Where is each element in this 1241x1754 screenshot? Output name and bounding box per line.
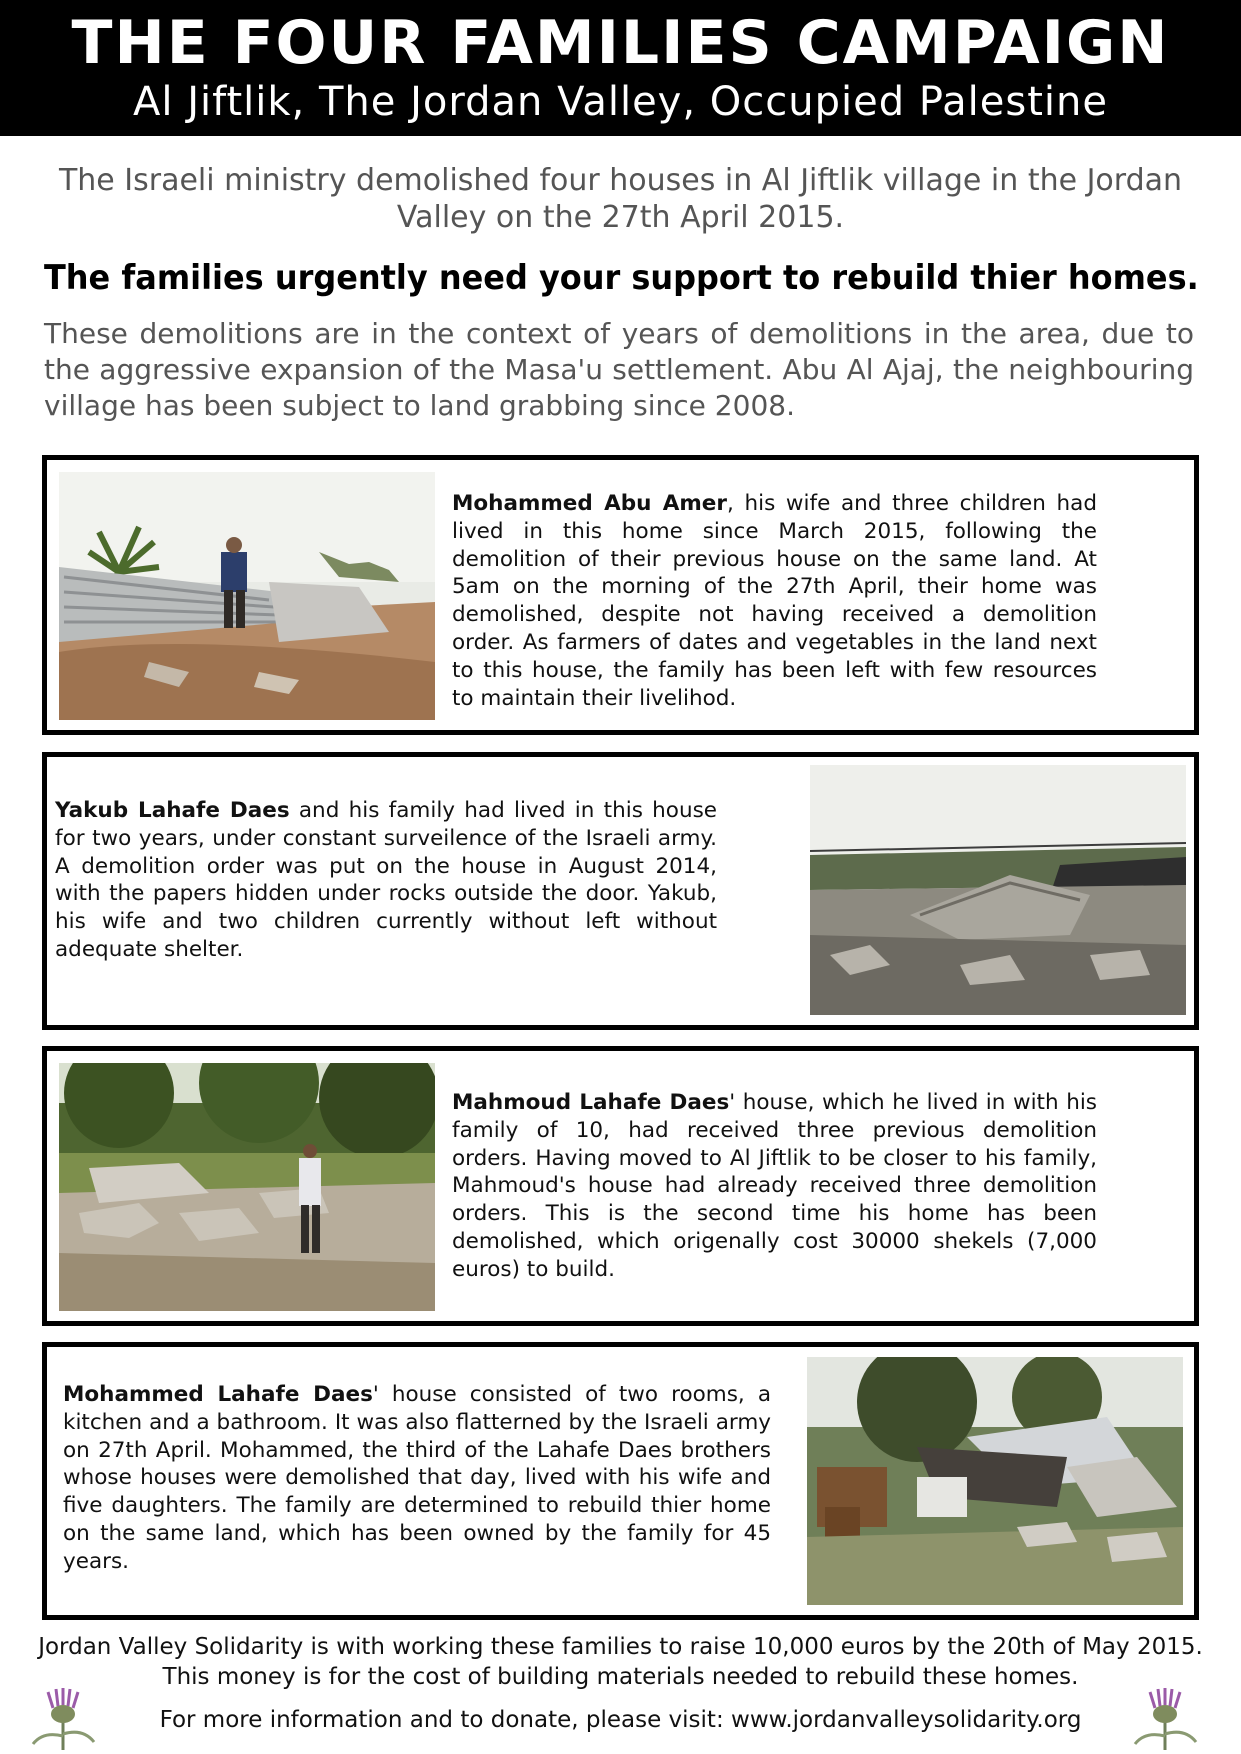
story-box-mahmoud-lahafe-daes [42, 1046, 1199, 1326]
context-paragraph: These demolitions are in the context of years of demolitions in the area, due to the aggressive expansion of the Masa'u settlement. Abu Al Ajaj, the neighbouring village has been subject to land grabbing since 2008. [44, 317, 1194, 422]
family-name: Mohammed Lahafe Daes [63, 1382, 373, 1407]
flattened-house-photo [807, 1357, 1183, 1605]
story-text [63, 1381, 771, 1576]
story-text [55, 797, 717, 964]
demolished-home-photo [59, 1063, 435, 1311]
story-body: , his wife and three children had lived in this home since March 2015, following the demolition of their previous house on the same land. At 5am on the morning of the 27th April, their home was demolished, despite not having received a demolition order. As farmers of dates and vegetables in the land next to this house, the family has been left with few resources to maintain their livelihod. [452, 491, 1097, 711]
campaign-subtitle: Al Jiftlik, The Jordan Valley, Occupied Palestine [133, 79, 1108, 125]
header-banner [0, 0, 1241, 136]
story-box-mohammed-abu-amer [42, 455, 1199, 735]
intro-text: The Israeli ministry demolished four houses in Al Jiftlik village in the Jordan Valley on the 27th April 2015. [58, 163, 1183, 235]
story-body: and his family had lived in this house for two years, under constant surveilence of the Israeli army. A demolition order was put on the house in August 2014, with the papers hidden under rocks outside the door. Yakub, his wife and two children currently without left without adequate shelter. [55, 798, 717, 962]
story-box-mohammed-lahafe-daes [42, 1342, 1199, 1620]
family-name: Yakub Lahafe Daes [55, 798, 290, 823]
thistle-icon [1130, 1686, 1200, 1750]
thistle-icon [28, 1686, 98, 1750]
demolished-home-photo [59, 472, 435, 720]
campaign-title: THE FOUR FAMILIES CAMPAIGN [71, 8, 1170, 78]
family-name: Mahmoud Lahafe Daes [452, 1090, 730, 1115]
rubble-photo [810, 765, 1186, 1015]
story-body: ' house consisted of two rooms, a kitchen and a bathroom. It was also flatterned by the Israeli army on 27th April. Mohammed, the third of the Lahafe Daes brothers whose houses were demolished that day, lived with his wife and five daughters. The family are determined to rebuild thier home on the same land, which has been owned by the family for 45 years. [63, 1382, 771, 1574]
urgent-appeal: The families urgently need your support to rebuild thier homes. [44, 258, 1199, 298]
story-body: ' house, which he lived in with his family of 10, had received three previous demolition orders. Having moved to Al Jiftlik to be closer to his family, Mahmoud's house had already received three demolition orders. This is the second time his home has been demolished, which origenally cost 30000 shekels (7,000 euros) to build. [452, 1090, 1097, 1282]
story-text [452, 1089, 1097, 1284]
fundraising-text: Jordan Valley Solidarity is with working these families to raise 10,000 euros by the 20th of May 2015. This money is for the cost of building materials needed to rebuild these homes. [38, 1634, 1203, 1690]
family-name: Mohammed Abu Amer [452, 491, 727, 516]
more-info-text: For more information and to donate, please visit: www.jordanvalleysolidarity.org [159, 1707, 1082, 1733]
story-text [452, 490, 1097, 712]
story-box-yakub-lahafe-daes [42, 752, 1199, 1030]
